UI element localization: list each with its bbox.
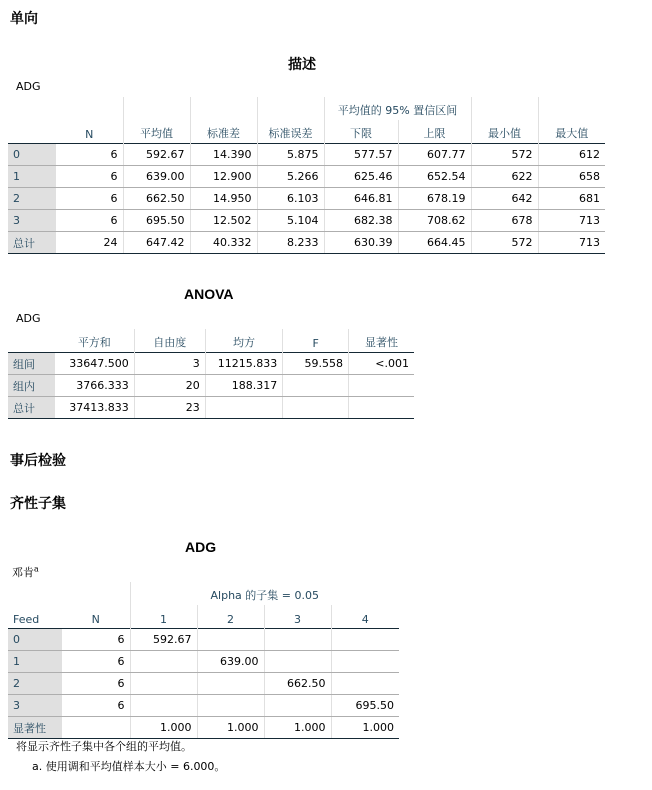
table-row — [8, 375, 414, 397]
cell: 3 — [134, 353, 205, 375]
header-df: 自由度 — [134, 329, 205, 353]
header-corner — [8, 97, 56, 120]
cell: 1.000 — [331, 717, 399, 739]
header-corner-n — [62, 582, 130, 605]
subset-table[interactable] — [8, 582, 399, 739]
cell: 5.104 — [257, 210, 324, 232]
table-row — [8, 210, 605, 232]
cell — [349, 375, 414, 397]
table-row — [8, 353, 414, 375]
cell: 6 — [56, 166, 123, 188]
cell: 612 — [538, 144, 605, 166]
cell: 642 — [471, 188, 538, 210]
header-subset-3: 3 — [264, 605, 331, 629]
row-label: 1 — [8, 651, 62, 673]
subset-caption — [12, 564, 39, 580]
row-label: 组间 — [8, 353, 55, 375]
cell: 14.950 — [190, 188, 257, 210]
table-row — [8, 629, 399, 651]
header-feed: Feed — [13, 613, 40, 626]
row-label: 组内 — [8, 375, 55, 397]
cell: 662.50 — [264, 673, 331, 695]
cell: 12.502 — [190, 210, 257, 232]
cell — [197, 673, 264, 695]
cell — [130, 673, 197, 695]
cell — [349, 397, 414, 419]
cell — [197, 695, 264, 717]
header-mean-square: 均方 — [205, 329, 282, 353]
cell — [130, 651, 197, 673]
row-label: 2 — [8, 188, 56, 210]
cell: 682.38 — [324, 210, 398, 232]
cell: 1.000 — [130, 717, 197, 739]
table-row — [8, 188, 605, 210]
table-row — [8, 144, 605, 166]
header-corner-2 — [8, 120, 56, 144]
cell: 23 — [134, 397, 205, 419]
cell-n — [62, 717, 130, 739]
table-row-total — [8, 397, 414, 419]
cell: 646.81 — [324, 188, 398, 210]
cell — [283, 397, 349, 419]
cell-n: 6 — [62, 695, 130, 717]
cell: 572 — [471, 232, 538, 254]
header-max: 最大值 — [538, 97, 605, 144]
cell: 639.00 — [197, 651, 264, 673]
row-label: 显著性 — [8, 717, 62, 739]
header-subset-1: 1 — [130, 605, 197, 629]
cell: 678 — [471, 210, 538, 232]
cell: 713 — [538, 232, 605, 254]
cell: 577.57 — [324, 144, 398, 166]
table-row — [8, 166, 605, 188]
row-label: 0 — [8, 144, 56, 166]
header-n: N — [91, 613, 100, 626]
header-subset-4: 4 — [331, 605, 399, 629]
anova-title[interactable]: ANOVA — [184, 286, 234, 302]
header-ci-group: 平均值的 95% 置信区间 — [324, 97, 471, 120]
header-subset-2: 2 — [197, 605, 264, 629]
row-label: 3 — [8, 210, 56, 232]
header-mean: 平均值 — [123, 97, 190, 144]
cell: <.001 — [349, 353, 414, 375]
cell — [331, 673, 399, 695]
header-upper: 上限 — [398, 120, 471, 144]
cell: 188.317 — [205, 375, 282, 397]
footnote-homogeneous: 将显示齐性子集中各个组的平均值。 — [16, 740, 192, 753]
cell: 6.103 — [257, 188, 324, 210]
cell — [130, 695, 197, 717]
subset-title[interactable]: ADG — [185, 539, 217, 555]
cell — [205, 397, 282, 419]
row-label: 2 — [8, 673, 62, 695]
cell: 5.266 — [257, 166, 324, 188]
cell: 5.875 — [257, 144, 324, 166]
cell — [283, 375, 349, 397]
cell: 713 — [538, 210, 605, 232]
row-label: 1 — [8, 166, 56, 188]
cell: 11215.833 — [205, 353, 282, 375]
cell: 3766.333 — [55, 375, 134, 397]
cell: 695.50 — [331, 695, 399, 717]
cell: 652.54 — [398, 166, 471, 188]
descriptives-caption: ADG — [16, 80, 41, 93]
cell: 625.46 — [324, 166, 398, 188]
cell: 14.390 — [190, 144, 257, 166]
cell: 695.50 — [123, 210, 190, 232]
cell: 658 — [538, 166, 605, 188]
table-row — [8, 651, 399, 673]
cell: 8.233 — [257, 232, 324, 254]
header-sum-squares: 平方和 — [77, 336, 111, 349]
header-std-dev: 标准差 — [190, 97, 257, 144]
cell: 59.558 — [283, 353, 349, 375]
cell: 12.900 — [190, 166, 257, 188]
cell: 33647.500 — [55, 353, 134, 375]
cell: 1.000 — [264, 717, 331, 739]
cell: 6 — [56, 188, 123, 210]
header-sig: 显著性 — [349, 329, 414, 353]
row-label: 3 — [8, 695, 62, 717]
cell: 678.19 — [398, 188, 471, 210]
cell — [197, 629, 264, 651]
descriptives-table[interactable] — [8, 97, 605, 254]
anova-caption: ADG — [16, 312, 41, 325]
cell: 639.00 — [123, 166, 190, 188]
cell: 662.50 — [123, 188, 190, 210]
header-f: F — [283, 329, 349, 353]
header-corner — [8, 582, 62, 605]
cell: 37413.833 — [55, 397, 134, 419]
cell: 20 — [134, 375, 205, 397]
cell: 6 — [56, 210, 123, 232]
section-heading-oneway: 单向 — [10, 11, 38, 27]
header-lower: 下限 — [324, 120, 398, 144]
cell: 592.67 — [123, 144, 190, 166]
header-alpha-subset: Alpha 的子集 = 0.05 — [130, 582, 399, 605]
header-n: N — [85, 128, 94, 141]
row-label: 总计 — [8, 397, 55, 419]
table-row — [8, 673, 399, 695]
cell — [331, 629, 399, 651]
cell: 24 — [56, 232, 123, 254]
header-corner — [8, 329, 55, 353]
footnote-harmonic-mean: a. 使用调和平均值样本大小 = 6.000。 — [32, 760, 226, 773]
cell — [331, 651, 399, 673]
cell: 708.62 — [398, 210, 471, 232]
cell: 681 — [538, 188, 605, 210]
cell: 40.332 — [190, 232, 257, 254]
cell: 630.39 — [324, 232, 398, 254]
section-heading-posthoc: 事后检验 — [10, 453, 66, 469]
anova-table[interactable] — [8, 329, 414, 419]
cell: 592.67 — [130, 629, 197, 651]
cell — [264, 629, 331, 651]
cell: 572 — [471, 144, 538, 166]
table-row-sig — [8, 717, 399, 739]
header-min: 最小值 — [471, 97, 538, 144]
cell: 664.45 — [398, 232, 471, 254]
subset-caption-text: 邓肯 — [12, 566, 34, 579]
cell — [264, 651, 331, 673]
cell-n: 6 — [62, 673, 130, 695]
cell: 6 — [56, 144, 123, 166]
subset-caption-sup: a — [34, 564, 39, 574]
descriptives-title[interactable]: 描述 — [288, 56, 316, 72]
cell: 647.42 — [123, 232, 190, 254]
cell: 1.000 — [197, 717, 264, 739]
row-label: 0 — [8, 629, 62, 651]
cell — [264, 695, 331, 717]
section-heading-homogeneous: 齐性子集 — [10, 496, 66, 512]
cell-n: 6 — [62, 629, 130, 651]
cell-n: 6 — [62, 651, 130, 673]
table-row — [8, 695, 399, 717]
header-std-error: 标准误差 — [257, 97, 324, 144]
cell: 607.77 — [398, 144, 471, 166]
table-row-total — [8, 232, 605, 254]
row-label: 总计 — [8, 232, 56, 254]
cell: 622 — [471, 166, 538, 188]
